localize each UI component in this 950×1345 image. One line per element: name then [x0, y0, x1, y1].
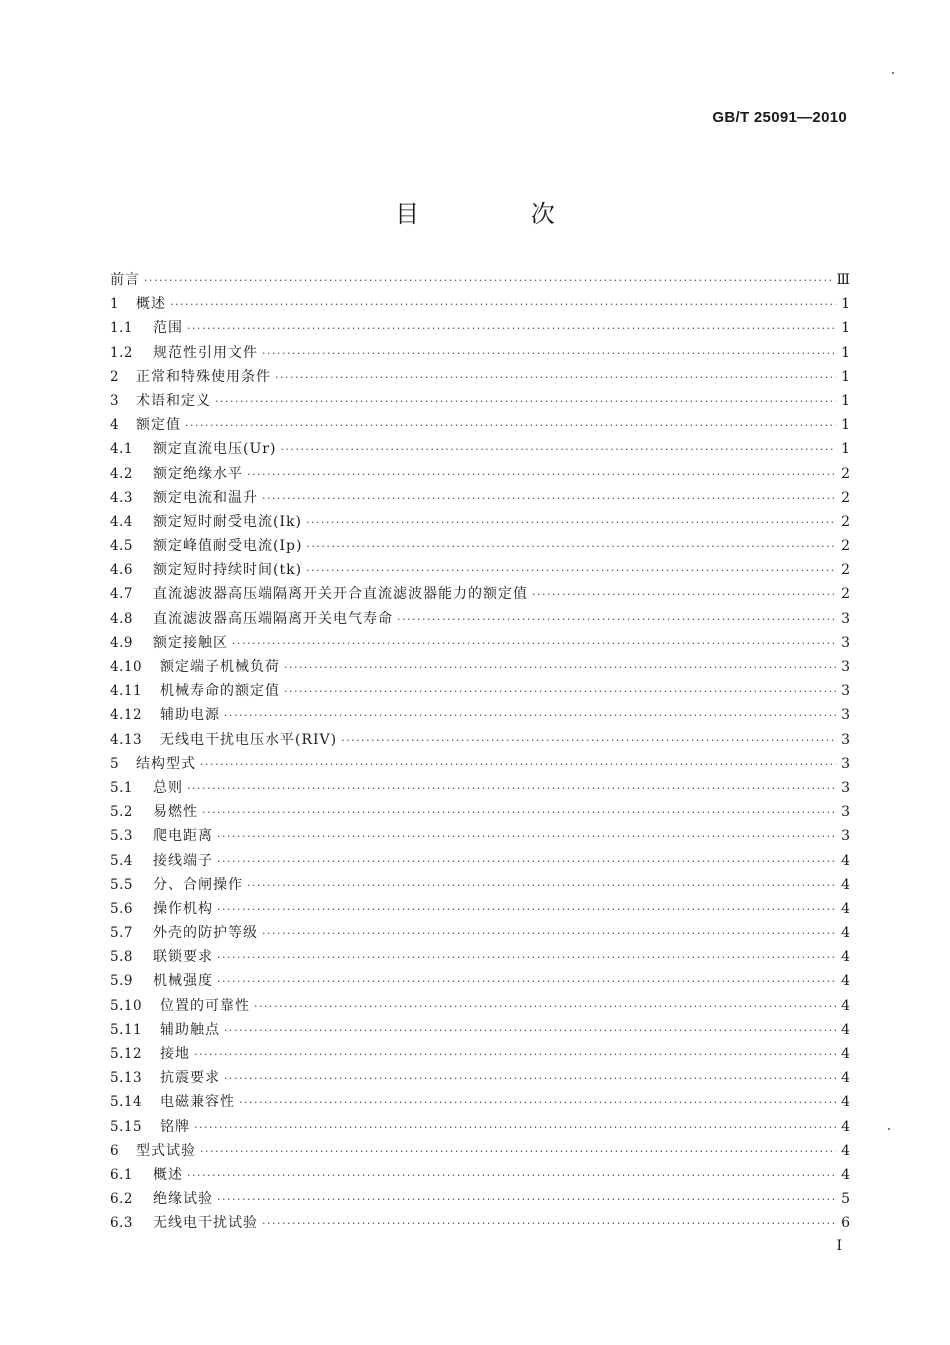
leader-dots	[247, 463, 836, 487]
toc-entry-page: 2	[841, 489, 850, 506]
toc-entry-label: 铭牌	[160, 1118, 190, 1135]
standard-number: GB/T 25091—2010	[712, 109, 847, 126]
toc-entry[interactable]	[110, 462, 850, 486]
toc-entry-number: 5.6	[110, 900, 133, 917]
toc-entry-number: 4.11	[110, 683, 143, 700]
toc-entry-label: 辅助触点	[160, 1021, 220, 1038]
leader-dots	[224, 704, 836, 728]
scan-speck	[888, 1128, 890, 1130]
toc-entry-page: 3	[841, 659, 850, 675]
toc-entry-label: 位置的可靠性	[160, 997, 250, 1014]
toc-entry-label: 规范性引用文件	[153, 344, 258, 361]
toc-entry-number: 4.7	[110, 586, 133, 603]
toc-entry-label: 接地	[160, 1046, 190, 1062]
toc-entry[interactable]	[110, 897, 850, 921]
toc-entry-page: 1	[841, 320, 850, 337]
toc-entry-label: 直流滤波器高压端隔离开关开合直流滤波器能力的额定值	[153, 586, 528, 603]
toc-entry-label: 无线电干扰试验	[153, 1215, 258, 1232]
toc-entry-page: 4	[841, 1094, 850, 1111]
toc-entry-number: 5.8	[110, 949, 133, 966]
leader-dots	[306, 535, 836, 559]
toc-entry[interactable]	[110, 1115, 850, 1139]
toc-entry-page: 4	[841, 1046, 850, 1062]
leader-dots	[397, 608, 836, 632]
toc-entry[interactable]	[110, 341, 850, 365]
toc-entry[interactable]	[110, 655, 850, 679]
toc-entry-page: 4	[841, 997, 850, 1014]
toc-entry-number: 4.3	[110, 489, 133, 506]
leader-dots	[217, 898, 836, 922]
leader-dots	[262, 922, 836, 946]
toc-entry-number: 5.7	[110, 925, 133, 942]
toc-entry-label: 额定短时持续时间(tk)	[153, 562, 303, 579]
toc-entry-page: 2	[841, 562, 850, 579]
toc-entry-number: 5.12	[110, 1046, 143, 1062]
toc-entry-page: 4	[841, 949, 850, 966]
toc-entry-page: 4	[841, 876, 850, 893]
toc-entry-number: 4.1	[110, 441, 133, 458]
toc-entry[interactable]	[110, 1187, 850, 1211]
toc-entry-number: 5.10	[110, 997, 143, 1014]
toc-entry-label: 联锁要求	[153, 949, 213, 966]
leader-dots	[215, 390, 836, 414]
toc-entry-page: 4	[841, 1118, 850, 1135]
toc-entry-number: 2	[110, 368, 120, 385]
toc-entry-page: 2	[841, 513, 850, 530]
toc-entry-label: 爬电距离	[153, 828, 213, 845]
leader-dots	[224, 1067, 836, 1091]
toc-entry-label: 机械寿命的额定值	[160, 683, 280, 700]
toc-entry[interactable]	[110, 752, 850, 776]
toc-entry-page: 1	[841, 441, 850, 458]
toc-entry-number: 5.4	[110, 852, 133, 869]
toc-entry-number: 3	[110, 392, 120, 409]
toc-entry-label: 额定端子机械负荷	[160, 659, 280, 675]
toc-entry-label: 抗震要求	[160, 1070, 220, 1087]
toc-entry[interactable]	[110, 921, 850, 945]
leader-dots	[144, 269, 832, 293]
toc-entry-number: 5.11	[110, 1021, 143, 1038]
leader-dots	[217, 850, 836, 874]
toc-entry-page: 4	[841, 1142, 850, 1159]
toc-entry-page: 3	[841, 610, 850, 627]
toc-entry-number: 4.5	[110, 538, 133, 555]
leader-dots	[194, 1043, 836, 1067]
toc-entry[interactable]	[110, 582, 850, 606]
leader-dots	[306, 559, 836, 583]
toc-entry-number: 6.3	[110, 1215, 133, 1232]
toc-entry-label: 额定短时耐受电流(Ik)	[153, 513, 302, 530]
leader-dots	[200, 753, 836, 777]
toc-entry-number: 4.13	[110, 731, 143, 748]
toc-entry-page: 2	[841, 586, 850, 603]
toc-entry[interactable]	[110, 292, 850, 316]
toc-entry[interactable]	[110, 365, 850, 389]
toc-entry-label: 范围	[153, 320, 183, 337]
toc-entry[interactable]	[110, 1090, 850, 1114]
toc-entry-page: 4	[841, 973, 850, 990]
toc-entry-number: 1.1	[110, 320, 133, 337]
toc-entry-number: 4.10	[110, 659, 143, 675]
toc-entry-label: 正常和特殊使用条件	[136, 368, 271, 385]
table-of-contents	[110, 268, 850, 1236]
toc-entry[interactable]	[110, 316, 850, 340]
toc-entry[interactable]	[110, 703, 850, 727]
leader-dots	[232, 632, 836, 656]
toc-entry-number: 4.12	[110, 707, 143, 724]
toc-entry-page: 2	[841, 538, 850, 555]
toc-entry[interactable]	[110, 413, 850, 437]
toc-entry-label: 额定值	[136, 417, 181, 434]
toc-entry[interactable]	[110, 389, 850, 413]
toc-entry-label: 型式试验	[136, 1142, 196, 1159]
toc-entry-page: 3	[841, 804, 850, 821]
toc-entry-page: 5	[841, 1191, 850, 1208]
toc-entry-label: 机械强度	[153, 973, 213, 990]
toc-entry[interactable]	[110, 486, 850, 510]
toc-entry[interactable]	[110, 994, 850, 1018]
toc-entry[interactable]	[110, 1163, 850, 1187]
toc-entry[interactable]	[110, 969, 850, 993]
toc-entry[interactable]	[110, 534, 850, 558]
toc-entry-page: 4	[841, 852, 850, 869]
toc-entry[interactable]	[110, 679, 850, 703]
toc-entry[interactable]	[110, 510, 850, 534]
toc-entry[interactable]	[110, 776, 850, 800]
leader-dots	[284, 656, 836, 680]
toc-entry-label: 接线端子	[153, 852, 213, 869]
toc-entry-page: 1	[841, 417, 850, 434]
toc-entry-page: 4	[841, 1021, 850, 1038]
toc-entry[interactable]	[110, 728, 850, 752]
toc-entry-label: 额定峰值耐受电流(Ip)	[153, 538, 303, 555]
leader-dots	[239, 1091, 836, 1115]
toc-entry[interactable]	[110, 1018, 850, 1042]
toc-entry[interactable]	[110, 631, 850, 655]
leader-dots	[217, 1188, 836, 1212]
scan-speck	[892, 72, 894, 74]
toc-entry-page: Ⅲ	[836, 272, 850, 288]
toc-entry-label: 外壳的防护等级	[153, 925, 258, 942]
toc-entry-page: 3	[841, 779, 850, 796]
leader-dots	[185, 414, 836, 438]
toc-entry[interactable]	[110, 945, 850, 969]
toc-entry-label: 易燃性	[153, 804, 198, 821]
leader-dots	[262, 342, 836, 366]
toc-entry-page: 3	[841, 731, 850, 748]
toc-entry[interactable]	[110, 268, 850, 292]
toc-entry-page: 1	[841, 344, 850, 361]
toc-entry-label: 额定接触区	[153, 634, 228, 651]
leader-dots	[254, 995, 836, 1019]
leader-dots	[275, 366, 836, 390]
toc-entry-page: 4	[841, 1166, 850, 1183]
leader-dots	[306, 511, 836, 535]
toc-entry-page: 6	[841, 1215, 850, 1232]
leader-dots	[187, 1164, 836, 1188]
toc-entry-label: 术语和定义	[136, 392, 211, 409]
toc-entry-number: 4.4	[110, 513, 133, 530]
leader-dots	[170, 293, 836, 317]
toc-entry-page: 3	[841, 634, 850, 651]
leader-dots	[202, 801, 836, 825]
leader-dots	[187, 317, 836, 341]
toc-entry-page: 4	[841, 1070, 850, 1087]
page-title: 目 次	[395, 200, 607, 228]
leader-dots	[341, 729, 836, 753]
toc-entry[interactable]	[110, 1066, 850, 1090]
toc-entry[interactable]	[110, 607, 850, 631]
toc-entry-label: 电磁兼容性	[160, 1094, 235, 1111]
toc-entry-page: 1	[841, 392, 850, 409]
toc-entry-page: 3	[841, 755, 850, 772]
toc-entry[interactable]	[110, 849, 850, 873]
toc-entry-page: 2	[841, 465, 850, 482]
toc-entry[interactable]	[110, 558, 850, 582]
toc-entry[interactable]	[110, 1211, 850, 1235]
toc-entry-label: 无线电干扰电压水平(RIV)	[160, 731, 338, 748]
toc-entry-page: 1	[841, 296, 850, 313]
toc-entry-label: 额定电流和温升	[153, 489, 258, 506]
leader-dots	[217, 946, 836, 970]
toc-entry-label: 概述	[136, 296, 166, 313]
toc-entry-label: 额定绝缘水平	[153, 465, 243, 482]
toc-entry-page: 3	[841, 707, 850, 724]
toc-entry-page: 4	[841, 900, 850, 917]
toc-entry-label: 直流滤波器高压端隔离开关电气寿命	[153, 610, 393, 627]
toc-entry[interactable]	[110, 1042, 850, 1066]
toc-entry-label: 辅助电源	[160, 707, 220, 724]
toc-entry-number: 5.2	[110, 804, 133, 821]
toc-entry-number: 5.13	[110, 1070, 143, 1087]
toc-entry-label: 结构型式	[136, 755, 196, 772]
toc-entry-number: 4.9	[110, 634, 133, 651]
leader-dots	[247, 874, 836, 898]
toc-entry-label: 额定直流电压(Ur)	[153, 441, 277, 458]
page-number: I	[836, 1238, 842, 1254]
leader-dots	[284, 680, 836, 704]
toc-entry-label: 前言	[110, 272, 140, 288]
leader-dots	[194, 1116, 836, 1140]
leader-dots	[262, 487, 836, 511]
toc-entry-number: 4	[110, 417, 120, 434]
toc-entry-number: 4.6	[110, 562, 133, 579]
toc-entry-number: 5.15	[110, 1118, 143, 1135]
toc-entry-page: 4	[841, 925, 850, 942]
leader-dots	[224, 1019, 836, 1043]
toc-entry-page: 1	[841, 368, 850, 385]
toc-entry-page: 3	[841, 683, 850, 700]
toc-entry-label: 绝缘试验	[153, 1191, 213, 1208]
toc-entry-number: 5.9	[110, 973, 133, 990]
leader-dots	[187, 777, 836, 801]
toc-entry-page: 3	[841, 828, 850, 845]
leader-dots	[280, 438, 836, 462]
toc-entry-number: 1	[110, 296, 120, 313]
toc-entry-label: 概述	[153, 1166, 183, 1183]
leader-dots	[217, 970, 836, 994]
toc-entry-number: 5.1	[110, 779, 133, 796]
toc-entry-number: 4.8	[110, 610, 133, 627]
toc-entry-number: 6	[110, 1142, 120, 1159]
leader-dots	[262, 1212, 836, 1236]
toc-entry-number: 5.5	[110, 876, 133, 893]
toc-entry-label: 总则	[153, 779, 183, 796]
toc-entry[interactable]	[110, 1139, 850, 1163]
leader-dots	[200, 1140, 836, 1164]
toc-entry-number: 1.2	[110, 344, 133, 361]
toc-entry-label: 分、合闸操作	[153, 876, 243, 893]
toc-entry-number: 6.1	[110, 1166, 133, 1183]
toc-entry-number: 5.3	[110, 828, 133, 845]
toc-entry[interactable]	[110, 824, 850, 848]
toc-entry-number: 4.2	[110, 465, 133, 482]
leader-dots	[532, 583, 836, 607]
toc-entry-number: 5	[110, 755, 120, 772]
toc-entry-label: 操作机构	[153, 900, 213, 917]
toc-entry-number: 6.2	[110, 1191, 133, 1208]
toc-entry[interactable]	[110, 873, 850, 897]
toc-entry[interactable]	[110, 800, 850, 824]
toc-entry[interactable]	[110, 437, 850, 461]
leader-dots	[217, 825, 836, 849]
toc-entry-number: 5.14	[110, 1094, 143, 1111]
